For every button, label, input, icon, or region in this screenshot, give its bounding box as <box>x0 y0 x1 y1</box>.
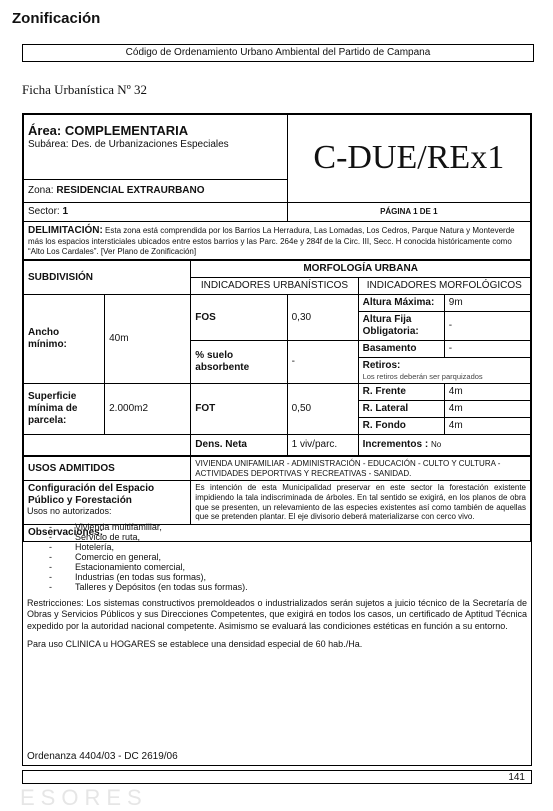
area-title: Área: COMPLEMENTARIA <box>28 123 189 138</box>
usos-no-label: Usos no autorizados: <box>27 506 112 516</box>
r-lateral-label: R. Lateral <box>358 401 444 418</box>
dens-label: Dens. Neta <box>191 435 287 456</box>
list-item: - Servicio de ruta, <box>49 532 527 542</box>
clinica-text: Para uso CLINICA u HOGARES se establece una densidad especial de 60 hab./Ha. <box>27 638 363 649</box>
r-lateral-value: 4m <box>444 401 530 418</box>
altura-max-label: Altura Máxima: <box>358 295 444 312</box>
sector-label: Sector: <box>28 206 60 217</box>
altura-max-value: 9m <box>444 295 530 312</box>
espacio-label: Configuración del Espacio Público y Forestación <box>24 481 191 524</box>
superficie-value: 2.000m2 <box>105 384 191 435</box>
altura-fija-label: Altura Fija Obligatoria: <box>358 312 444 341</box>
list-item: - Vivienda multifamiliar, <box>49 522 527 532</box>
espacio-text: Es intención de esta Municipalidad preservar en este sector la forestación existente impidiendo la tala indiscriminada de árboles. En tal sentido se exigirá, en los planos de obra que se presenten, un relevamiento de las especies existentes así como también de aquellas que se pretenden plantar. El eje divisorio deberá materializarse con cerco vivo. <box>191 481 531 524</box>
superficie-label: Superficie mínima de parcela: <box>24 384 105 435</box>
suelo-value: - <box>287 341 358 384</box>
sector-value: 1 <box>62 206 69 217</box>
ficha-title: Ficha Urbanística Nº 32 <box>22 82 147 97</box>
r-fondo-value: 4m <box>444 418 530 435</box>
code-header: Código de Ordenamiento Urbano Ambiental del Partido de Campana <box>22 44 534 62</box>
delimitacion-cell <box>24 222 531 260</box>
basamento-label: Basamento <box>358 341 444 358</box>
fos-value: 0,30 <box>287 295 358 341</box>
fot-label: FOT <box>191 384 287 435</box>
r-frente-label: R. Frente <box>358 384 444 401</box>
incrementos-label: Incrementos : <box>362 439 429 451</box>
sector-cell <box>24 203 288 222</box>
delimitacion-label: DELIMITACIÓN: <box>28 225 103 236</box>
fot-value: 0,50 <box>287 384 358 435</box>
restricciones-text: Restricciones: Los sistemas constructivos premoldeados o industrializados serán sujetos a juicio técnico de la Secretaría de Obras y Servicios Públicos y sus Direcciones Competentes, que exigirá en todos los casos, un certificado de Aptitud Técnica expedido por la autoridad nacional competente. Asimismo se evaluará las condiciones estéticas en función a su entorno. <box>27 597 527 632</box>
list-item: - Comercio en general, <box>49 552 527 562</box>
basamento-value: - <box>444 341 530 358</box>
area-cell <box>24 115 288 180</box>
incrementos-value: No <box>430 440 442 450</box>
suelo-label: % suelo absorbente <box>191 341 287 384</box>
fos-label: FOS <box>191 295 287 341</box>
page-indicator: PÁGINA 1 DE 1 <box>287 203 530 222</box>
ind-morf-header: INDICADORES MORFOLÓGICOS <box>358 278 530 295</box>
ordenanza: Ordenanza 4404/03 - DC 2619/06 <box>27 751 178 762</box>
dens-value: 1 viv/parc. <box>287 435 358 456</box>
retiros-cell <box>358 358 530 384</box>
usos-no-list <box>49 522 527 592</box>
usos-label: USOS ADMITIDOS <box>24 457 191 481</box>
indicators-table <box>23 260 531 456</box>
r-fondo-label: R. Fondo <box>358 418 444 435</box>
page-number: 141 <box>22 770 532 784</box>
altura-fija-value: - <box>444 312 530 341</box>
subarea: Subárea: Des. de Urbanizaciones Especiales <box>28 138 229 150</box>
retiros-label: Retiros: <box>362 360 401 372</box>
zona-label: Zona: <box>28 185 54 196</box>
list-item: - Estacionamiento comercial, <box>49 562 527 572</box>
header-table <box>23 114 531 260</box>
ancho-label: Ancho mínimo: <box>24 295 105 384</box>
delimitacion-text: Esta zona está comprendida por los Barrios La Herradura, Las Lomadas, Los Cedros, Parque Natura y Monteverde más los espacios intersticiales ubicados entre estos barrios y las Parc. 264e y 284f de la Circ. III, Secc. H conocida históricamente como “Alto Los Cardales”. [Ver Plano de Zonificación] <box>28 226 515 256</box>
zona-cell <box>24 180 288 203</box>
list-item: - Hotelería, <box>49 542 527 552</box>
observaciones-label: Observaciones: <box>24 524 531 541</box>
watermark: ESORES <box>20 785 148 810</box>
list-item: - Talleres y Depósitos (en todas sus formas). <box>49 582 527 592</box>
ind-urb-header: INDICADORES URBANÍSTICOS <box>191 278 358 295</box>
usos-text: VIVIENDA UNIFAMILIAR - ADMINISTRACIÓN - EDUCACIÓN - CULTO Y CULTURA - ACTIVIDADES DEPORTIVAS Y RECREATIVAS - SANIDAD. <box>191 457 531 481</box>
subdivision-header: SUBDIVISIÓN <box>24 261 191 295</box>
ficha-sheet <box>22 113 532 542</box>
zona-value: RESIDENCIAL EXTRAURBANO <box>56 185 205 196</box>
ancho-value: 40m <box>105 295 191 384</box>
page-title: Zonificación <box>12 10 101 27</box>
morfologia-header: MORFOLOGÍA URBANA <box>191 261 531 278</box>
observaciones-body <box>22 496 532 766</box>
zone-code: C-DUE/REx1 <box>287 115 530 203</box>
retiros-note: Los retiros deberán ser parquizados <box>362 372 483 382</box>
r-frente-value: 4m <box>444 384 530 401</box>
incrementos-cell <box>358 435 530 456</box>
empty-cell <box>24 435 191 456</box>
list-item: - Industrias (en todas sus formas), <box>49 572 527 582</box>
